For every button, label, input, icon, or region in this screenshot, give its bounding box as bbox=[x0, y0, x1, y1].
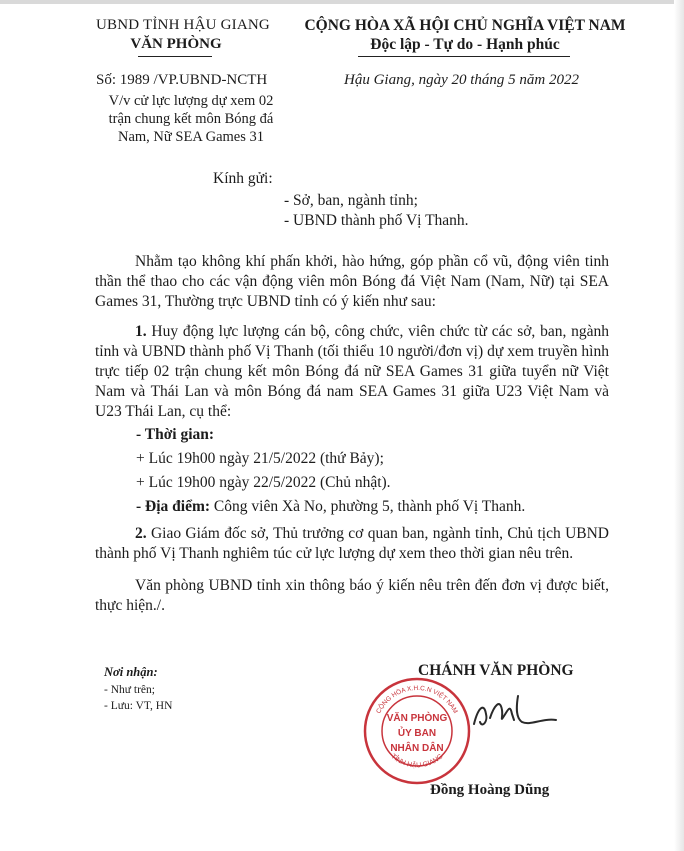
seal-line-1: VĂN PHÒNG bbox=[386, 713, 448, 724]
venue-line bbox=[136, 498, 525, 516]
document-number: Số: 1989 /VP.UBND-NCTH bbox=[96, 72, 268, 88]
recipients-list-item: - Lưu: VT, HN bbox=[104, 700, 173, 712]
place-and-date: Hậu Giang, ngày 20 tháng 5 năm 2022 bbox=[344, 72, 579, 88]
country-name: CỘNG HÒA XÃ HỘI CHỦ NGHĨA VIỆT NAM bbox=[304, 17, 626, 34]
document-subject: V/v cử lực lượng dự xem 02 trận chung kết môn Bóng đá Nam, Nữ SEA Games 31 bbox=[108, 93, 274, 145]
venue-text: Công viên Xà No, phường 5, thành phố Vị Thanh. bbox=[210, 498, 526, 515]
recipient-item: - Sở, ban, ngành tỉnh; bbox=[284, 192, 418, 209]
paragraph-2 bbox=[95, 524, 609, 564]
org-underline bbox=[138, 56, 212, 57]
motto: Độc lập - Tự do - Hạnh phúc bbox=[370, 36, 560, 53]
national-motto bbox=[300, 16, 630, 54]
signer-name: Đồng Hoàng Dũng bbox=[430, 782, 550, 798]
time-slot: + Lúc 19h00 ngày 21/5/2022 (thứ Bảy); bbox=[136, 450, 384, 467]
office-name: VĂN PHÒNG bbox=[130, 36, 222, 52]
closing-paragraph: Văn phòng UBND tỉnh xin thông báo ý kiến nêu trên đến đơn vị được biết, thực hiện./. bbox=[95, 577, 609, 614]
handwritten-signature bbox=[470, 688, 560, 738]
motto-underline bbox=[358, 56, 570, 57]
recipients-label: Nơi nhận: bbox=[104, 665, 158, 679]
time-label: - Thời gian: bbox=[136, 426, 215, 443]
time-slot: + Lúc 19h00 ngày 22/5/2022 (Chủ nhật). bbox=[136, 474, 391, 491]
seal-ring-top-text: CỘNG HÒA X.H.C.N VIỆT NAM bbox=[375, 684, 459, 715]
recipients-list-item: - Như trên; bbox=[104, 684, 155, 696]
intro-paragraph: Nhằm tạo không khí phấn khởi, hào hứng, góp phần cổ vũ, động viên tinh thần thể thao cho các vận động viên môn Bóng đá Việt Nam (Nam, Nữ) tại SEA Games 31, Thường trực UBND tỉnh có ý kiến như sau: bbox=[95, 253, 609, 310]
paragraph-1-number: 1. bbox=[135, 323, 147, 340]
paragraph-2-number: 2. bbox=[135, 525, 147, 542]
greeting-label: Kính gửi: bbox=[213, 170, 273, 187]
svg-text:TỈNH HẬU GIANG bbox=[389, 753, 444, 769]
province-committee: UBND TỈNH HẬU GIANG bbox=[96, 17, 270, 33]
seal-ring-bottom-text: TỈNH HẬU GIANG bbox=[389, 753, 445, 770]
seal-line-3: NHÂN DÂN bbox=[390, 743, 444, 754]
signer-title: CHÁNH VĂN PHÒNG bbox=[418, 662, 574, 679]
paragraph-1 bbox=[95, 322, 609, 422]
seal-line-2: ỦY BAN bbox=[397, 728, 437, 739]
paragraph-2-text: Giao Giám đốc sở, Thủ trưởng cơ quan ban, ngành tỉnh, Chủ tịch UBND thành phố Vị Thanh nghiêm túc cử lực lượng dự xem theo thời gian nêu trên. bbox=[95, 525, 609, 562]
scan-edge-right bbox=[674, 0, 684, 851]
recipient-item: - UBND thành phố Vị Thanh. bbox=[284, 212, 469, 229]
issuing-organization bbox=[96, 16, 270, 54]
venue-label: - Địa điểm: bbox=[136, 498, 211, 515]
official-seal bbox=[362, 676, 472, 786]
paragraph-1-text: Huy động lực lượng cán bộ, công chức, viên chức từ các sở, ban, ngành tỉnh và UBND thành phố Vị Thanh (tối thiểu 10 người/đơn vị) dự xem truyền hình trực tiếp 02 trận chung kết môn Bóng đá nữ SEA Games 31 giữa tuyển nữ Việt Nam và Thái Lan và môn Bóng đá nam SEA Games 31 giữa U23 Việt Nam và U23 Thái Lan, cụ thể: bbox=[95, 323, 609, 420]
scan-edge-top bbox=[0, 0, 684, 4]
